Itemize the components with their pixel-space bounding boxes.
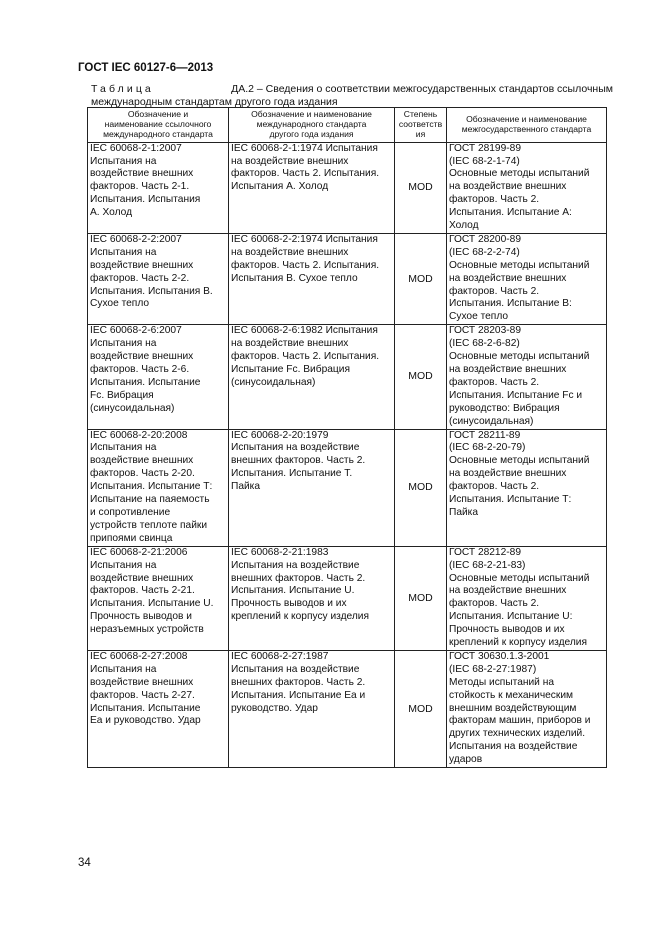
cell-text-line: Пайка bbox=[449, 506, 479, 518]
cell-text-line: и сопротивление bbox=[90, 506, 171, 518]
cell-reference-standard bbox=[88, 142, 229, 233]
table-row bbox=[88, 233, 607, 324]
cell-text-line: факторов. Часть 2-2. bbox=[90, 272, 190, 284]
cell-interstate-standard bbox=[447, 142, 607, 233]
cell-text-line: Fc. Вибрация bbox=[90, 389, 154, 401]
cell-text-line: Прочность выводов и bbox=[90, 611, 192, 623]
cell-degree: MOD bbox=[395, 142, 447, 233]
cell-text-line: Испытания на bbox=[90, 246, 157, 258]
cell-text-line: IEC 60068-2-27:1987 bbox=[231, 650, 329, 662]
cell-text-line: Испытания В. Сухое тепло bbox=[231, 272, 358, 284]
table-row bbox=[88, 546, 607, 650]
cell-text-line: Основные методы испытаний bbox=[449, 259, 590, 271]
header-interstate-standard: Обозначение и наименование межгосударственного стандарта bbox=[447, 108, 607, 143]
cell-text-line: факторов. Часть 2-20. bbox=[90, 468, 195, 480]
cell-text-line: Прочность выводов и их bbox=[449, 624, 565, 636]
cell-text-line: Испытания на bbox=[90, 442, 157, 454]
cell-text-line: Испытания. Испытания bbox=[90, 194, 201, 206]
cell-interstate-standard bbox=[447, 650, 607, 767]
cell-text-line: Испытания. Испытание bbox=[90, 702, 201, 714]
cell-text-line: Испытание на паяемость bbox=[90, 494, 210, 506]
cell-reference-standard bbox=[88, 325, 229, 429]
cell-text-line: креплений к корпусу изделия bbox=[231, 611, 370, 623]
cell-text-line: воздействие внешних bbox=[90, 168, 194, 180]
cell-text-line: Сухое тепло bbox=[90, 298, 150, 310]
cell-text-line: на воздействие внешних bbox=[449, 272, 567, 284]
cell-text-line: Испытания. Испытание Еа и bbox=[231, 689, 366, 701]
cell-text-line: (IEC 68-2-20-79) bbox=[449, 442, 526, 454]
cell-text-line: ГОСТ 28199-89 bbox=[449, 142, 521, 154]
cell-text-line: Испытания на bbox=[90, 663, 157, 675]
cell-international-standard bbox=[229, 429, 395, 546]
cell-text-line: факторов. Часть 2-27. bbox=[90, 689, 195, 701]
cell-text-line: Основные методы испытаний bbox=[449, 572, 590, 584]
cell-text-line: факторов. Часть 2. bbox=[449, 598, 540, 610]
cell-text-line: Основные методы испытаний bbox=[449, 168, 590, 180]
table-row bbox=[88, 325, 607, 429]
cell-text-line: Основные методы испытаний bbox=[449, 455, 590, 467]
cell-text-line: (IEC 68-2-27:1987) bbox=[449, 663, 537, 675]
cell-text-line: Еа и руководство. Удар bbox=[90, 715, 201, 727]
cell-text-line: устройств теплоте пайки bbox=[90, 519, 208, 531]
cell-text-line: IEC 60068-2-20:1979 bbox=[231, 429, 329, 441]
cell-text-line: IEC 60068-2-2:2007 bbox=[90, 233, 182, 245]
cell-text-line: факторов. Часть 2-21. bbox=[90, 585, 195, 597]
cell-reference-standard bbox=[88, 429, 229, 546]
table-caption bbox=[91, 83, 613, 108]
cell-text-line: Сухое тепло bbox=[449, 311, 509, 323]
cell-text-line: Испытания. Испытание U. bbox=[90, 598, 214, 610]
cell-text-line: ГОСТ 30630.1.3-2001 bbox=[449, 650, 550, 662]
cell-text-line: А. Холод bbox=[90, 207, 133, 219]
cell-text-line: Испытания. Испытание bbox=[90, 376, 201, 388]
cell-text-line: внешних факторов. Часть 2. bbox=[231, 572, 366, 584]
cell-text-line: IEC 60068-2-6:1982 Испытания bbox=[231, 325, 378, 337]
cell-text-line: (IEC 68-2-6-82) bbox=[449, 338, 520, 350]
cell-text-line: факторам машин, приборов и bbox=[449, 715, 591, 727]
cell-text-line: (синусоидальная) bbox=[231, 376, 316, 388]
cell-text-line: Испытания. Испытания В. bbox=[90, 285, 213, 297]
header-reference-standard: Обозначение и наименование ссылочного международного стандарта bbox=[88, 108, 229, 143]
cell-text-line: воздействие внешних bbox=[90, 676, 194, 688]
cell-text-line: других технических изделий. bbox=[449, 728, 586, 740]
cell-text-line: Испытания на воздействие bbox=[231, 442, 360, 454]
cell-text-line: на воздействие внешних bbox=[449, 468, 567, 480]
cell-text-line: IEC 60068-2-21:2006 bbox=[90, 546, 188, 558]
cell-reference-standard bbox=[88, 546, 229, 650]
cell-text-line: IEC 60068-2-21:1983 bbox=[231, 546, 329, 558]
caption-title: ДА.2 – Сведения о соответствии межгосударственных стандартов ссылочным bbox=[231, 83, 613, 95]
cell-text-line: на воздействие внешних bbox=[231, 338, 349, 350]
cell-text-line: воздействие внешних bbox=[90, 351, 194, 363]
cell-text-line: на воздействие внешних bbox=[231, 155, 349, 167]
table-row bbox=[88, 650, 607, 767]
cell-text-line: припоями свинца bbox=[90, 532, 173, 544]
cell-text-line: факторов. Часть 2. bbox=[449, 376, 540, 388]
cell-text-line: Холод bbox=[449, 220, 479, 232]
cell-text-line: факторов. Часть 2-1. bbox=[90, 181, 190, 193]
cell-text-line: ГОСТ 28200-89 bbox=[449, 233, 521, 245]
cell-international-standard bbox=[229, 142, 395, 233]
cell-text-line: внешним воздействующим bbox=[449, 702, 577, 714]
cell-text-line: Испытания. Испытание Т. bbox=[231, 468, 353, 480]
cell-international-standard bbox=[229, 546, 395, 650]
cell-text-line: (синусоидальная) bbox=[449, 415, 534, 427]
cell-text-line: внешних факторов. Часть 2. bbox=[231, 676, 366, 688]
cell-text-line: внешних факторов. Часть 2. bbox=[231, 455, 366, 467]
cell-text-line: (IEC 68-2-1-74) bbox=[449, 155, 520, 167]
cell-degree: MOD bbox=[395, 325, 447, 429]
caption-line-1 bbox=[91, 83, 613, 96]
cell-reference-standard bbox=[88, 650, 229, 767]
cell-text-line: Испытания на bbox=[90, 338, 157, 350]
cell-text-line: ГОСТ 28203-89 bbox=[449, 325, 521, 337]
cell-reference-standard bbox=[88, 233, 229, 324]
cell-text-line: воздействие внешних bbox=[90, 572, 194, 584]
cell-interstate-standard bbox=[447, 325, 607, 429]
cell-text-line: (синусоидальная) bbox=[90, 402, 175, 414]
correspondence-table bbox=[87, 107, 607, 768]
cell-international-standard bbox=[229, 325, 395, 429]
table-row bbox=[88, 142, 607, 233]
cell-text-line: креплений к корпусу изделия bbox=[449, 637, 588, 649]
cell-degree: MOD bbox=[395, 429, 447, 546]
cell-degree: MOD bbox=[395, 233, 447, 324]
cell-text-line: Испытание Fc. Вибрация bbox=[231, 364, 350, 376]
cell-text-line: факторов. Часть 2. bbox=[449, 285, 540, 297]
header-degree: Степень соответств ия bbox=[395, 108, 447, 143]
cell-text-line: воздействие внешних bbox=[90, 455, 194, 467]
cell-text-line: ГОСТ 28211-89 bbox=[449, 429, 521, 441]
cell-interstate-standard bbox=[447, 429, 607, 546]
cell-text-line: IEC 60068-2-6:2007 bbox=[90, 325, 182, 337]
cell-text-line: на воздействие внешних bbox=[449, 585, 567, 597]
cell-text-line: неразъемных устройств bbox=[90, 624, 204, 636]
header-international-standard: Обозначение и наименование международного стандарта другого года издания bbox=[229, 108, 395, 143]
cell-text-line: Испытания на bbox=[90, 155, 157, 167]
cell-text-line: IEC 60068-2-1:1974 Испытания bbox=[231, 142, 378, 154]
cell-text-line: на воздействие внешних bbox=[231, 246, 349, 258]
cell-text-line: Испытания на bbox=[90, 559, 157, 571]
cell-degree: MOD bbox=[395, 546, 447, 650]
cell-text-line: стойкость к механическим bbox=[449, 689, 574, 701]
cell-international-standard bbox=[229, 233, 395, 324]
cell-text-line: на воздействие внешних bbox=[449, 181, 567, 193]
document-header: ГОСТ IEC 60127-6—2013 bbox=[78, 62, 214, 74]
cell-interstate-standard bbox=[447, 233, 607, 324]
cell-text-line: ударов bbox=[449, 754, 483, 766]
cell-text-line: Испытания на воздействие bbox=[449, 741, 578, 753]
cell-text-line: Методы испытаний на bbox=[449, 676, 554, 688]
cell-text-line: IEC 60068-2-27:2008 bbox=[90, 650, 188, 662]
cell-text-line: Испытания. Испытание Т: bbox=[90, 481, 213, 493]
cell-text-line: Пайка bbox=[231, 481, 261, 493]
cell-text-line: факторов. Часть 2. bbox=[449, 194, 540, 206]
cell-interstate-standard bbox=[447, 546, 607, 650]
cell-text-line: (IEC 68-2-21-83) bbox=[449, 559, 526, 571]
cell-text-line: факторов. Часть 2. Испытания. bbox=[231, 168, 380, 180]
caption-label: Таблица bbox=[91, 83, 154, 95]
table-row bbox=[88, 429, 607, 546]
cell-text-line: Основные методы испытаний bbox=[449, 351, 590, 363]
cell-text-line: факторов. Часть 2. Испытания. bbox=[231, 259, 380, 271]
page-number: 34 bbox=[78, 857, 91, 869]
cell-text-line: Испытания А. Холод bbox=[231, 181, 329, 193]
cell-text-line: Испытания. Испытание В: bbox=[449, 298, 572, 310]
cell-text-line: (IEC 68-2-2-74) bbox=[449, 246, 520, 258]
cell-text-line: факторов. Часть 2. Испытания. bbox=[231, 351, 380, 363]
caption-line-2: международным стандартам другого года издания bbox=[91, 95, 338, 108]
cell-degree: MOD bbox=[395, 650, 447, 767]
cell-text-line: Испытания на воздействие bbox=[231, 559, 360, 571]
cell-text-line: IEC 60068-2-2:1974 Испытания bbox=[231, 233, 378, 245]
cell-text-line: Испытания. Испытание Fc и bbox=[449, 389, 583, 401]
cell-text-line: руководство: Вибрация bbox=[449, 402, 560, 414]
cell-text-line: факторов. Часть 2. bbox=[449, 481, 540, 493]
cell-text-line: Прочность выводов и их bbox=[231, 598, 347, 610]
cell-text-line: IEC 60068-2-20:2008 bbox=[90, 429, 188, 441]
cell-text-line: Испытания. Испытание U. bbox=[231, 585, 355, 597]
cell-text-line: Испытания. Испытание U: bbox=[449, 611, 573, 623]
cell-text-line: Испытания. Испытание Т: bbox=[449, 494, 572, 506]
cell-text-line: факторов. Часть 2-6. bbox=[90, 364, 190, 376]
table-header-row bbox=[88, 108, 607, 143]
cell-text-line: Испытания. Испытание А: bbox=[449, 207, 572, 219]
cell-text-line: IEC 60068-2-1:2007 bbox=[90, 142, 182, 154]
cell-international-standard bbox=[229, 650, 395, 767]
cell-text-line: руководство. Удар bbox=[231, 702, 318, 714]
cell-text-line: воздействие внешних bbox=[90, 259, 194, 271]
cell-text-line: на воздействие внешних bbox=[449, 364, 567, 376]
cell-text-line: Испытания на воздействие bbox=[231, 663, 360, 675]
cell-text-line: ГОСТ 28212-89 bbox=[449, 546, 521, 558]
